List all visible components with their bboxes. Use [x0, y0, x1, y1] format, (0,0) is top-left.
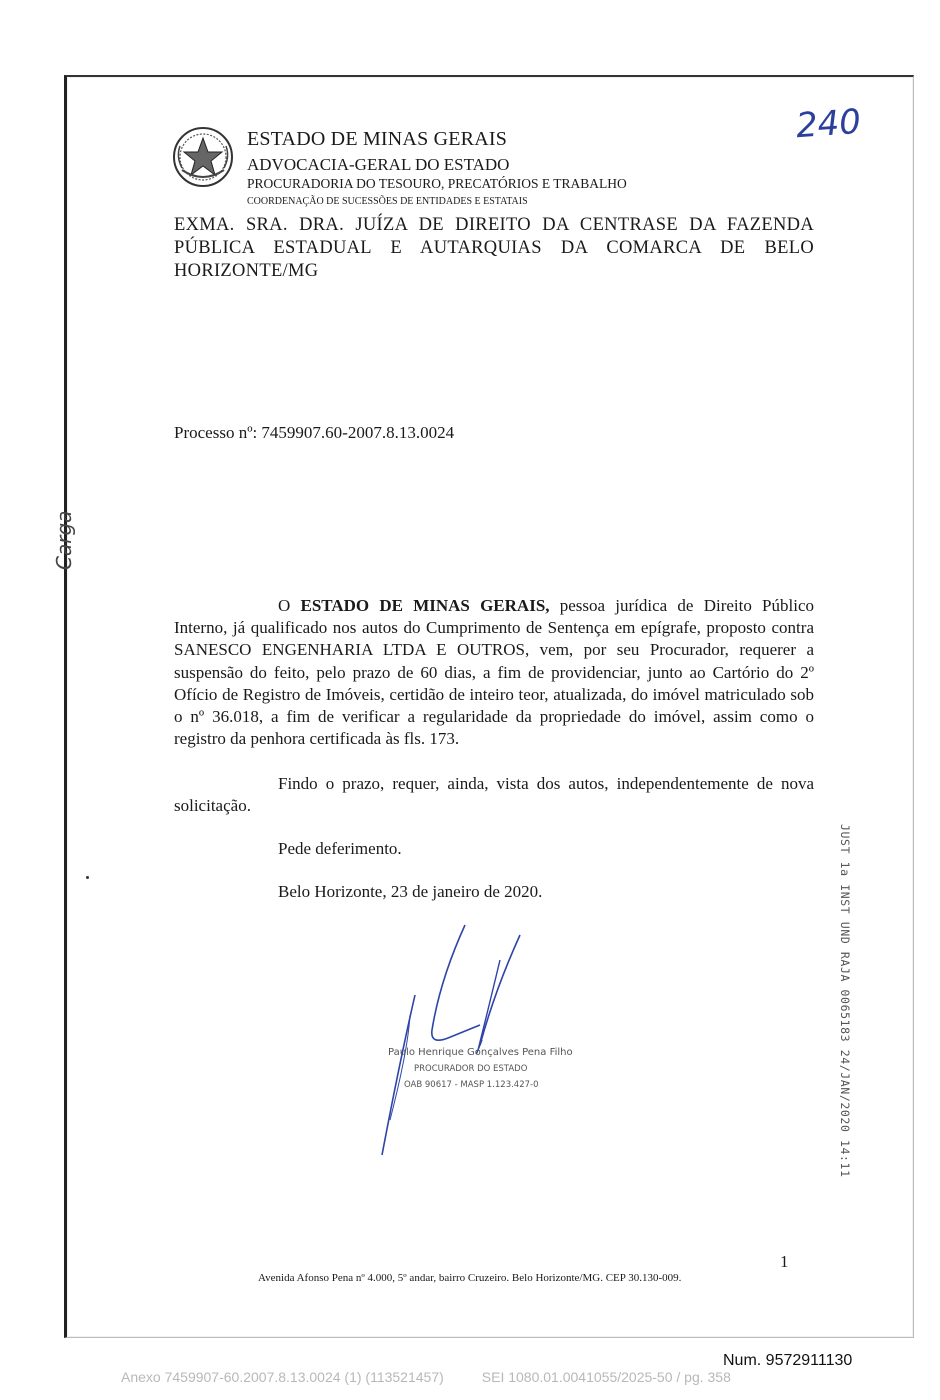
place-and-date: Belo Horizonte, 23 de janeiro de 2020. [278, 882, 543, 901]
party-name: ESTADO DE MINAS GERAIS, [300, 596, 550, 615]
footer-address: Avenida Afonso Pena nº 4.000, 5º andar, bairro Cruzeiro. Belo Horizonte/MG. CEP 30.130-009. [258, 1272, 682, 1284]
page-number: 1 [780, 1252, 789, 1271]
body-paragraph-2: Findo o prazo, requer, ainda, vista dos autos, independentemente de nova solicitação. [174, 774, 814, 816]
process-number: Processo nº: 7459907.60-2007.8.13.0024 [174, 423, 455, 442]
addressee: EXMA. SRA. DRA. JUÍZA DE DIREITO DA CENTRASE DA FAZENDA PÚBLICA ESTADUAL E AUTARQUIAS DA COMARCA DE BELO HORIZONTE/MG [174, 215, 814, 281]
signer-title: PROCURADOR DO ESTADO [414, 1064, 528, 1074]
header-state: ESTADO DE MINAS GERAIS [247, 128, 508, 150]
sei-reference: SEI 1080.01.0041055/2025-50 / pg. 358 [481, 1369, 731, 1385]
body-paragraph-1: O ESTADO DE MINAS GERAIS, pessoa jurídica de Direito Público Interno, já qualificado nos autos do Cumprimento de Sentença em epígrafe, proposto contra SANESCO ENGENHARIA LTDA E OUTROS, vem, por seu Procurador, requerer a suspensão do feito, pelo prazo de 60 dias, a fim de providenciar, junto ao Cartório do 2º Ofício de Registro de Imóveis, certidão de inteiro teor, atualizada, do imóvel matriculado sob o nº 36.018, a fim de verificar a regularidade da propriedade do imóvel, assim como o registro da penhora certificada às fls. 173. [174, 596, 815, 749]
state-coat-of-arms-icon [172, 126, 234, 188]
signer-registration: OAB 90617 - MASP 1.123.427-0 [404, 1080, 539, 1090]
header-coordination: COORDENAÇÃO DE SUCESSÕES DE ENTIDADES E ESTATAIS [247, 196, 528, 207]
annex-reference: Anexo 7459907-60.2007.8.13.0024 (1) (113521457) [121, 1369, 444, 1385]
bottom-metadata [121, 1369, 731, 1385]
header-agency: ADVOCACIA-GERAL DO ESTADO [247, 155, 510, 174]
handwritten-page-number: 240 [794, 101, 863, 147]
protocol-stamp: JUST 1a INST UND RAJA 0065183 24/JAN/2020 14:11 [838, 824, 852, 1178]
document-number: Num. 9572911130 [723, 1352, 853, 1369]
margin-handwritten-note: Carga [52, 510, 76, 570]
header-department: PROCURADORIA DO TESOURO, PRECATÓRIOS E TRABALHO [247, 176, 627, 191]
scan-speck [86, 876, 89, 879]
signer-name: Paulo Henrique Gonçalves Pena Filho [388, 1047, 573, 1058]
closing-request: Pede deferimento. [278, 839, 402, 858]
signature-stamp [388, 1045, 573, 1093]
